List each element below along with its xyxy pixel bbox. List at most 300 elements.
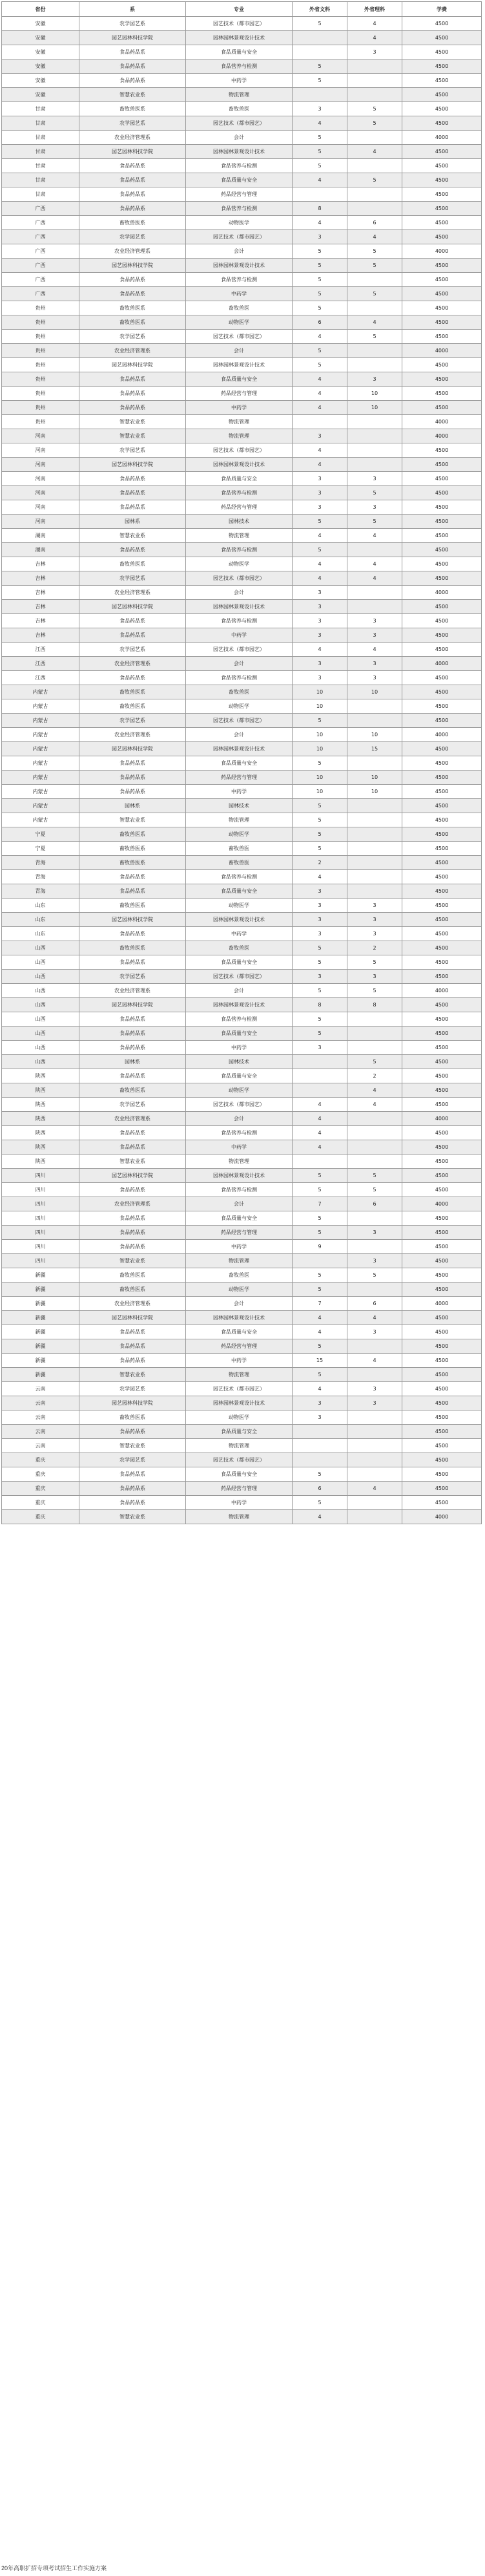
cell-science-quota bbox=[347, 358, 402, 372]
cell-province: 内蒙古 bbox=[2, 742, 79, 756]
cell-arts-quota bbox=[293, 1155, 347, 1169]
cell-province: 内蒙古 bbox=[2, 813, 79, 827]
cell-province: 宁夏 bbox=[2, 827, 79, 842]
cell-province: 重庆 bbox=[2, 1467, 79, 1482]
cell-science-quota: 3 bbox=[347, 614, 402, 628]
cell-science-quota bbox=[347, 884, 402, 899]
cell-science-quota: 6 bbox=[347, 1197, 402, 1211]
table-row bbox=[2, 31, 482, 45]
cell-tuition: 4500 bbox=[402, 59, 482, 74]
cell-major: 物流管理 bbox=[186, 1439, 293, 1453]
cell-major: 食品营养与检测 bbox=[186, 159, 293, 173]
cell-major: 中药学 bbox=[186, 1041, 293, 1055]
cell-tuition: 4500 bbox=[402, 643, 482, 657]
table-row bbox=[2, 1354, 482, 1368]
cell-tuition: 4000 bbox=[402, 984, 482, 998]
cell-science-quota: 5 bbox=[347, 984, 402, 998]
cell-department: 智慧农业系 bbox=[79, 1439, 186, 1453]
cell-major: 物流管理 bbox=[186, 88, 293, 102]
cell-science-quota bbox=[347, 1240, 402, 1254]
cell-major: 食品营养与检测 bbox=[186, 543, 293, 557]
cell-department: 园林系 bbox=[79, 799, 186, 813]
cell-province: 山西 bbox=[2, 998, 79, 1012]
cell-science-quota bbox=[347, 827, 402, 842]
cell-science-quota: 4 bbox=[347, 571, 402, 586]
cell-science-quota bbox=[347, 1467, 402, 1482]
cell-science-quota bbox=[347, 1368, 402, 1382]
cell-tuition: 4500 bbox=[402, 187, 482, 202]
cell-arts-quota: 2 bbox=[293, 856, 347, 870]
cell-arts-quota: 4 bbox=[293, 387, 347, 401]
cell-department: 园艺园林科技学院 bbox=[79, 145, 186, 159]
cell-science-quota bbox=[347, 856, 402, 870]
cell-province: 安徽 bbox=[2, 74, 79, 88]
cell-science-quota: 2 bbox=[347, 1069, 402, 1083]
cell-arts-quota: 4 bbox=[293, 1098, 347, 1112]
cell-tuition: 4000 bbox=[402, 1197, 482, 1211]
cell-province: 湖南 bbox=[2, 543, 79, 557]
cell-arts-quota: 5 bbox=[293, 1169, 347, 1183]
table-row bbox=[2, 1112, 482, 1126]
cell-arts-quota: 3 bbox=[293, 102, 347, 116]
cell-province: 新疆 bbox=[2, 1311, 79, 1325]
cell-province: 江西 bbox=[2, 643, 79, 657]
table-row bbox=[2, 45, 482, 59]
table-row bbox=[2, 614, 482, 628]
cell-province: 陕西 bbox=[2, 1069, 79, 1083]
cell-province: 内蒙古 bbox=[2, 685, 79, 699]
cell-tuition: 4500 bbox=[402, 628, 482, 643]
cell-major: 物流管理 bbox=[186, 1368, 293, 1382]
table-row bbox=[2, 1339, 482, 1354]
table-row bbox=[2, 500, 482, 515]
cell-arts-quota: 3 bbox=[293, 927, 347, 941]
cell-department: 园艺园林科技学院 bbox=[79, 1396, 186, 1410]
cell-tuition: 4500 bbox=[402, 827, 482, 842]
cell-department: 食品药品系 bbox=[79, 1140, 186, 1155]
cell-arts-quota: 3 bbox=[293, 500, 347, 515]
cell-province: 重庆 bbox=[2, 1453, 79, 1467]
cell-science-quota: 10 bbox=[347, 685, 402, 699]
cell-arts-quota: 3 bbox=[293, 1041, 347, 1055]
cell-tuition: 4000 bbox=[402, 415, 482, 429]
cell-major: 园林园林景观设计技术 bbox=[186, 998, 293, 1012]
cell-major: 园艺技术（都市园艺） bbox=[186, 443, 293, 458]
table-row bbox=[2, 230, 482, 244]
cell-science-quota bbox=[347, 131, 402, 145]
cell-tuition: 4500 bbox=[402, 1453, 482, 1467]
cell-arts-quota: 3 bbox=[293, 1396, 347, 1410]
cell-science-quota bbox=[347, 586, 402, 600]
cell-department: 食品药品系 bbox=[79, 1027, 186, 1041]
cell-major: 中药学 bbox=[186, 628, 293, 643]
cell-department: 食品药品系 bbox=[79, 472, 186, 486]
cell-major: 中药学 bbox=[186, 401, 293, 415]
cell-arts-quota bbox=[293, 415, 347, 429]
cell-major: 食品质量与安全 bbox=[186, 45, 293, 59]
cell-major: 会计 bbox=[186, 728, 293, 742]
cell-department: 智慧农业系 bbox=[79, 88, 186, 102]
table-row bbox=[2, 714, 482, 728]
cell-tuition: 4500 bbox=[402, 1069, 482, 1083]
cell-science-quota: 5 bbox=[347, 244, 402, 259]
cell-tuition: 4500 bbox=[402, 941, 482, 955]
cell-province: 陕西 bbox=[2, 1083, 79, 1098]
cell-major: 园艺技术（都市园艺） bbox=[186, 17, 293, 31]
cell-department: 农业经济管理系 bbox=[79, 586, 186, 600]
cell-major: 园林园林景观设计技术 bbox=[186, 742, 293, 756]
cell-province: 江西 bbox=[2, 657, 79, 671]
cell-major: 畜牧兽医 bbox=[186, 102, 293, 116]
cell-major: 园林园林景观设计技术 bbox=[186, 358, 293, 372]
cell-arts-quota: 5 bbox=[293, 1496, 347, 1510]
cell-arts-quota: 3 bbox=[293, 899, 347, 913]
table-row bbox=[2, 187, 482, 202]
table-row bbox=[2, 131, 482, 145]
cell-tuition: 4500 bbox=[402, 1425, 482, 1439]
table-row bbox=[2, 301, 482, 315]
cell-major: 园林技术 bbox=[186, 515, 293, 529]
cell-arts-quota: 3 bbox=[293, 472, 347, 486]
cell-major: 动物医学 bbox=[186, 557, 293, 571]
cell-department: 食品药品系 bbox=[79, 1126, 186, 1140]
cell-science-quota: 3 bbox=[347, 1396, 402, 1410]
cell-tuition: 4500 bbox=[402, 927, 482, 941]
cell-tuition: 4500 bbox=[402, 955, 482, 970]
cell-province: 甘肃 bbox=[2, 187, 79, 202]
table-row bbox=[2, 1510, 482, 1524]
cell-science-quota bbox=[347, 415, 402, 429]
cell-science-quota: 5 bbox=[347, 486, 402, 500]
cell-department: 智慧农业系 bbox=[79, 415, 186, 429]
cell-province: 安徽 bbox=[2, 31, 79, 45]
cell-science-quota: 4 bbox=[347, 17, 402, 31]
cell-arts-quota: 5 bbox=[293, 131, 347, 145]
cell-science-quota: 4 bbox=[347, 557, 402, 571]
cell-arts-quota: 5 bbox=[293, 145, 347, 159]
cell-tuition: 4500 bbox=[402, 17, 482, 31]
cell-science-quota: 3 bbox=[347, 899, 402, 913]
cell-department: 畜牧兽医系 bbox=[79, 899, 186, 913]
cell-arts-quota: 9 bbox=[293, 1240, 347, 1254]
cell-science-quota: 4 bbox=[347, 31, 402, 45]
cell-province: 甘肃 bbox=[2, 145, 79, 159]
cell-arts-quota: 5 bbox=[293, 842, 347, 856]
cell-arts-quota: 8 bbox=[293, 998, 347, 1012]
cell-arts-quota: 3 bbox=[293, 913, 347, 927]
table-row bbox=[2, 344, 482, 358]
cell-arts-quota: 7 bbox=[293, 1297, 347, 1311]
cell-arts-quota: 3 bbox=[293, 671, 347, 685]
cell-department: 农业经济管理系 bbox=[79, 1112, 186, 1126]
table-row bbox=[2, 771, 482, 785]
cell-department: 园艺园林科技学院 bbox=[79, 31, 186, 45]
cell-arts-quota: 5 bbox=[293, 1339, 347, 1354]
cell-tuition: 4500 bbox=[402, 259, 482, 273]
cell-tuition: 4000 bbox=[402, 344, 482, 358]
cell-department: 园艺园林科技学院 bbox=[79, 600, 186, 614]
cell-science-quota: 5 bbox=[347, 330, 402, 344]
cell-arts-quota: 3 bbox=[293, 429, 347, 443]
cell-tuition: 4500 bbox=[402, 1368, 482, 1382]
cell-province: 贵州 bbox=[2, 401, 79, 415]
cell-department: 食品药品系 bbox=[79, 1496, 186, 1510]
table-row bbox=[2, 643, 482, 657]
cell-province: 四川 bbox=[2, 1254, 79, 1268]
cell-tuition: 4500 bbox=[402, 771, 482, 785]
cell-science-quota bbox=[347, 1112, 402, 1126]
cell-major: 动物医学 bbox=[186, 899, 293, 913]
cell-tuition: 4500 bbox=[402, 1083, 482, 1098]
table-row bbox=[2, 1027, 482, 1041]
cell-tuition: 4500 bbox=[402, 1226, 482, 1240]
cell-province: 云南 bbox=[2, 1382, 79, 1396]
cell-department: 食品药品系 bbox=[79, 614, 186, 628]
table-row bbox=[2, 1467, 482, 1482]
cell-province: 四川 bbox=[2, 1183, 79, 1197]
cell-department: 园艺园林科技学院 bbox=[79, 913, 186, 927]
cell-tuition: 4500 bbox=[402, 202, 482, 216]
cell-major: 园林园林景观设计技术 bbox=[186, 458, 293, 472]
cell-major: 园艺技术（都市园艺） bbox=[186, 330, 293, 344]
cell-arts-quota bbox=[293, 31, 347, 45]
table-row bbox=[2, 1410, 482, 1425]
table-row bbox=[2, 799, 482, 813]
cell-province: 内蒙古 bbox=[2, 756, 79, 771]
cell-tuition: 4500 bbox=[402, 1410, 482, 1425]
cell-major: 食品质量与安全 bbox=[186, 372, 293, 387]
table-row bbox=[2, 913, 482, 927]
table-row bbox=[2, 387, 482, 401]
cell-major: 食品质量与安全 bbox=[186, 1211, 293, 1226]
cell-province: 四川 bbox=[2, 1197, 79, 1211]
cell-tuition: 4000 bbox=[402, 1510, 482, 1524]
cell-arts-quota: 4 bbox=[293, 372, 347, 387]
cell-province: 甘肃 bbox=[2, 116, 79, 131]
table-row bbox=[2, 358, 482, 372]
cell-department: 智慧农业系 bbox=[79, 1368, 186, 1382]
cell-major: 园艺技术（都市园艺） bbox=[186, 643, 293, 657]
cell-province: 云南 bbox=[2, 1396, 79, 1410]
cell-department: 智慧农业系 bbox=[79, 529, 186, 543]
cell-tuition: 4000 bbox=[402, 1112, 482, 1126]
cell-department: 食品药品系 bbox=[79, 1354, 186, 1368]
cell-tuition: 4500 bbox=[402, 145, 482, 159]
cell-science-quota bbox=[347, 1439, 402, 1453]
cell-arts-quota: 5 bbox=[293, 1467, 347, 1482]
cell-tuition: 4500 bbox=[402, 1382, 482, 1396]
cell-science-quota: 3 bbox=[347, 45, 402, 59]
cell-major: 中药学 bbox=[186, 785, 293, 799]
cell-major: 动物医学 bbox=[186, 216, 293, 230]
cell-science-quota: 5 bbox=[347, 259, 402, 273]
cell-major: 园林园林景观设计技术 bbox=[186, 259, 293, 273]
cell-science-quota: 3 bbox=[347, 970, 402, 984]
cell-province: 河南 bbox=[2, 429, 79, 443]
cell-department: 园林系 bbox=[79, 1055, 186, 1069]
cell-province: 云南 bbox=[2, 1425, 79, 1439]
cell-province: 安徽 bbox=[2, 45, 79, 59]
footer-note: 20年高职扩招专项考试招生工作实施方案 bbox=[1, 2565, 107, 2571]
cell-tuition: 4500 bbox=[402, 458, 482, 472]
cell-tuition: 4500 bbox=[402, 557, 482, 571]
cell-arts-quota: 4 bbox=[293, 557, 347, 571]
cell-arts-quota: 5 bbox=[293, 244, 347, 259]
cell-department: 畜牧兽医系 bbox=[79, 1083, 186, 1098]
cell-province: 山西 bbox=[2, 941, 79, 955]
cell-science-quota: 5 bbox=[347, 1055, 402, 1069]
table-row bbox=[2, 742, 482, 756]
cell-tuition: 4000 bbox=[402, 728, 482, 742]
cell-tuition: 4500 bbox=[402, 372, 482, 387]
table-row bbox=[2, 472, 482, 486]
cell-province: 广西 bbox=[2, 244, 79, 259]
cell-major: 园艺技术（都市园艺） bbox=[186, 571, 293, 586]
cell-tuition: 4000 bbox=[402, 429, 482, 443]
cell-science-quota bbox=[347, 1425, 402, 1439]
cell-major: 中药学 bbox=[186, 74, 293, 88]
cell-arts-quota: 5 bbox=[293, 74, 347, 88]
cell-department: 食品药品系 bbox=[79, 1069, 186, 1083]
cell-science-quota: 10 bbox=[347, 785, 402, 799]
cell-province: 山西 bbox=[2, 970, 79, 984]
cell-tuition: 4500 bbox=[402, 1098, 482, 1112]
table-row bbox=[2, 543, 482, 557]
cell-science-quota bbox=[347, 1510, 402, 1524]
table-row bbox=[2, 244, 482, 259]
table-row bbox=[2, 88, 482, 102]
table-row bbox=[2, 287, 482, 301]
cell-major: 会计 bbox=[186, 344, 293, 358]
cell-department: 畜牧兽医系 bbox=[79, 557, 186, 571]
cell-major: 畜牧兽医 bbox=[186, 941, 293, 955]
cell-department: 园艺园林科技学院 bbox=[79, 458, 186, 472]
table-row bbox=[2, 756, 482, 771]
cell-arts-quota bbox=[293, 1439, 347, 1453]
cell-department: 农业经济管理系 bbox=[79, 344, 186, 358]
cell-arts-quota bbox=[293, 1083, 347, 1098]
cell-province: 河南 bbox=[2, 515, 79, 529]
cell-science-quota: 10 bbox=[347, 401, 402, 415]
cell-department: 食品药品系 bbox=[79, 372, 186, 387]
cell-major: 食品质量与安全 bbox=[186, 1425, 293, 1439]
cell-major: 园林园林景观设计技术 bbox=[186, 1311, 293, 1325]
cell-department: 农学园艺系 bbox=[79, 714, 186, 728]
cell-department: 食品药品系 bbox=[79, 74, 186, 88]
cell-department: 食品药品系 bbox=[79, 387, 186, 401]
cell-major: 园林园林景观设计技术 bbox=[186, 913, 293, 927]
cell-department: 园艺园林科技学院 bbox=[79, 1169, 186, 1183]
header-province: 省份 bbox=[2, 2, 79, 17]
cell-province: 贵州 bbox=[2, 358, 79, 372]
cell-science-quota bbox=[347, 59, 402, 74]
header-science-quota: 外省理科 bbox=[347, 2, 402, 17]
cell-major: 园艺技术（都市园艺） bbox=[186, 230, 293, 244]
cell-major: 食品质量与安全 bbox=[186, 472, 293, 486]
cell-major: 园林技术 bbox=[186, 1055, 293, 1069]
cell-arts-quota: 3 bbox=[293, 600, 347, 614]
cell-arts-quota: 3 bbox=[293, 628, 347, 643]
cell-tuition: 4500 bbox=[402, 543, 482, 557]
cell-science-quota bbox=[347, 429, 402, 443]
cell-tuition: 4500 bbox=[402, 685, 482, 699]
cell-department: 农业经济管理系 bbox=[79, 728, 186, 742]
cell-department: 食品药品系 bbox=[79, 45, 186, 59]
cell-tuition: 4500 bbox=[402, 714, 482, 728]
cell-arts-quota: 5 bbox=[293, 344, 347, 358]
cell-major: 中药学 bbox=[186, 1140, 293, 1155]
cell-province: 贵州 bbox=[2, 315, 79, 330]
cell-major: 畜牧兽医 bbox=[186, 301, 293, 315]
table-row bbox=[2, 827, 482, 842]
cell-arts-quota: 5 bbox=[293, 941, 347, 955]
cell-department: 农学园艺系 bbox=[79, 970, 186, 984]
cell-arts-quota: 6 bbox=[293, 315, 347, 330]
cell-province: 吉林 bbox=[2, 571, 79, 586]
cell-department: 畜牧兽医系 bbox=[79, 301, 186, 315]
cell-major: 食品质量与安全 bbox=[186, 756, 293, 771]
cell-province: 重庆 bbox=[2, 1496, 79, 1510]
cell-department: 农业经济管理系 bbox=[79, 131, 186, 145]
cell-department: 食品药品系 bbox=[79, 1226, 186, 1240]
cell-department: 农学园艺系 bbox=[79, 230, 186, 244]
cell-major: 食品质量与安全 bbox=[186, 173, 293, 187]
cell-major: 动物医学 bbox=[186, 699, 293, 714]
cell-science-quota bbox=[347, 756, 402, 771]
cell-arts-quota: 5 bbox=[293, 301, 347, 315]
cell-science-quota: 10 bbox=[347, 728, 402, 742]
cell-tuition: 4500 bbox=[402, 401, 482, 415]
cell-major: 会计 bbox=[186, 1297, 293, 1311]
table-header-row bbox=[2, 2, 482, 17]
cell-province: 青海 bbox=[2, 884, 79, 899]
cell-major: 药品经营与管理 bbox=[186, 1339, 293, 1354]
table-row bbox=[2, 1226, 482, 1240]
table-row bbox=[2, 1069, 482, 1083]
cell-tuition: 4500 bbox=[402, 273, 482, 287]
cell-province: 宁夏 bbox=[2, 842, 79, 856]
table-row bbox=[2, 1169, 482, 1183]
cell-tuition: 4500 bbox=[402, 1439, 482, 1453]
cell-department: 畜牧兽医系 bbox=[79, 1268, 186, 1283]
cell-science-quota: 5 bbox=[347, 1169, 402, 1183]
cell-department: 农学园艺系 bbox=[79, 330, 186, 344]
cell-tuition: 4500 bbox=[402, 1211, 482, 1226]
cell-department: 食品药品系 bbox=[79, 1425, 186, 1439]
cell-department: 园艺园林科技学院 bbox=[79, 358, 186, 372]
cell-major: 食品营养与检测 bbox=[186, 1183, 293, 1197]
cell-province: 内蒙古 bbox=[2, 714, 79, 728]
cell-arts-quota bbox=[293, 1055, 347, 1069]
cell-science-quota: 2 bbox=[347, 941, 402, 955]
cell-arts-quota: 15 bbox=[293, 1354, 347, 1368]
cell-arts-quota: 4 bbox=[293, 870, 347, 884]
cell-arts-quota: 5 bbox=[293, 714, 347, 728]
cell-science-quota: 4 bbox=[347, 1354, 402, 1368]
cell-arts-quota: 5 bbox=[293, 756, 347, 771]
table-row bbox=[2, 842, 482, 856]
cell-arts-quota bbox=[293, 1254, 347, 1268]
cell-tuition: 4500 bbox=[402, 1041, 482, 1055]
cell-province: 陕西 bbox=[2, 1098, 79, 1112]
cell-province: 内蒙古 bbox=[2, 785, 79, 799]
cell-department: 园艺园林科技学院 bbox=[79, 1311, 186, 1325]
cell-department: 畜牧兽医系 bbox=[79, 856, 186, 870]
cell-province: 陕西 bbox=[2, 1140, 79, 1155]
cell-tuition: 4500 bbox=[402, 500, 482, 515]
cell-tuition: 4500 bbox=[402, 1183, 482, 1197]
cell-department: 食品药品系 bbox=[79, 1041, 186, 1055]
